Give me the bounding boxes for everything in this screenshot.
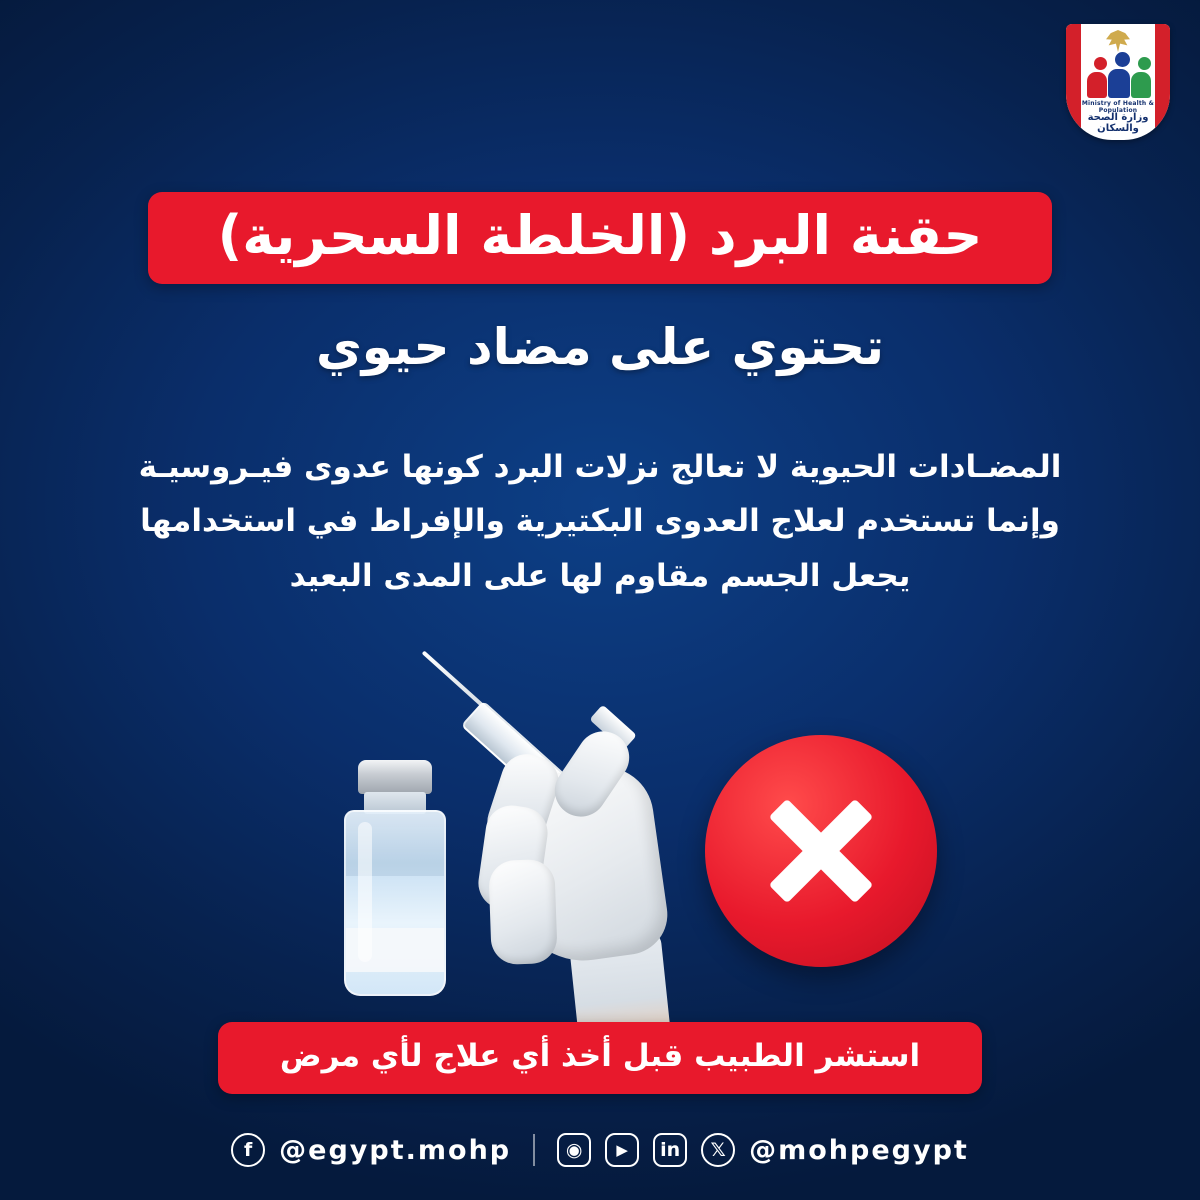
call-to-action-banner xyxy=(218,1022,982,1094)
x-twitter-icon[interactable]: 𝕏 xyxy=(701,1133,735,1167)
hand-finger-3 xyxy=(488,859,558,965)
body-line-3: يجعل الجسم مقاوم لها على المدى البعيد xyxy=(289,557,911,594)
figure-green xyxy=(1131,57,1151,98)
body-paragraph xyxy=(26,440,1174,603)
social-media-bar xyxy=(0,1122,1200,1178)
subtitle: تحتوي على مضاد حيوي xyxy=(315,318,885,376)
vial-shine xyxy=(358,822,372,962)
facebook-icon[interactable]: f xyxy=(231,1133,265,1167)
red-x-prohibition-icon xyxy=(705,735,937,967)
title-banner xyxy=(148,192,1052,284)
instagram-icon[interactable]: ◉ xyxy=(557,1133,591,1167)
eagle-icon xyxy=(1105,30,1131,52)
call-to-action-text: استشر الطبيب قبل أخذ أي علاج لأي مرض xyxy=(279,1038,921,1074)
youtube-icon[interactable]: ▶ xyxy=(605,1133,639,1167)
body-line-1: المضـادات الحيوية لا تعالج نزلات البرد كونها عدوى فيـروسيـة xyxy=(138,449,1062,485)
illustration-area xyxy=(0,640,1200,1020)
logo-shield xyxy=(1066,24,1170,140)
body-line-2: وإنما تستخدم لعلاج العدوى البكتيرية والإفراط في استخدامها xyxy=(140,503,1060,540)
figure-blue xyxy=(1108,52,1130,98)
ministry-logo xyxy=(1058,24,1170,144)
unified-handle: @mohpegypt xyxy=(749,1134,969,1166)
linkedin-icon[interactable]: in xyxy=(653,1133,687,1167)
social-divider xyxy=(533,1134,535,1166)
figure-red xyxy=(1087,57,1107,98)
logo-english-text: Ministry of Health & Population xyxy=(1081,100,1155,114)
family-figures-icon xyxy=(1087,54,1149,98)
facebook-handle: @egypt.mohp xyxy=(279,1134,512,1166)
logo-arabic-text: وزارة الصحة والسكان xyxy=(1087,112,1149,134)
page-title: حقنة البرد (الخلطة السحرية) xyxy=(217,204,983,267)
gloved-hand-icon xyxy=(470,710,690,1020)
